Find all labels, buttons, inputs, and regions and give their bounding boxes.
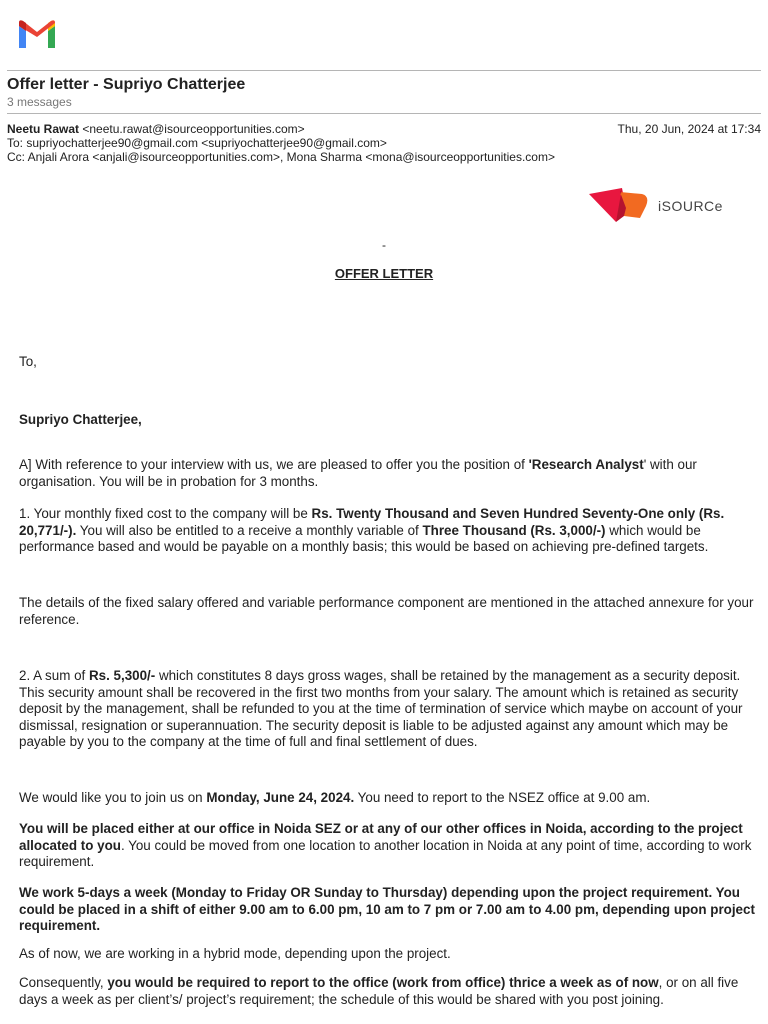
paragraph-1 <box>19 506 755 556</box>
paragraph-joining <box>19 790 755 807</box>
security-deposit-amount: Rs. 5,300/- <box>88 668 156 683</box>
cons-bold: you would be required to report to the office (work from office) thrice a week as of now <box>107 975 659 990</box>
paragraph-hybrid: As of now, we are working in a hybrid mode, depending upon the project. <box>19 946 451 961</box>
from-line <box>7 122 305 136</box>
letter-title: OFFER LETTER <box>334 266 434 281</box>
recipient-name <box>19 412 755 429</box>
letter-dash: - <box>382 238 386 252</box>
position-title: 'Research Analyst <box>528 457 644 472</box>
para-1-text: 1. Your monthly fixed cost to the company will be <box>19 506 312 521</box>
para-a-text-2: ' with our organisation. You will be in probation for 3 months. <box>19 457 697 489</box>
paragraph-a <box>19 457 755 490</box>
top-divider <box>7 70 761 71</box>
joining-date: Monday, June 24, 2024. <box>206 790 355 805</box>
para-2-text-2: which constitutes 8 days gross wages, shall be retained by the management as a security deposit. This security amount shall be recovered in the first two months from your salary. The amount which is retained as security deposit by the management, shall be refunded to you at the time of termination of service which maybe on account of your dismissal, resignation or superannuation. The security deposit is liable to be adjusted against any amount which may be payable by you to the company at the time of full and final settlement of dues. <box>19 668 743 749</box>
work-week-bold: We work 5-days a week (Monday to Friday OR Sunday to Thursday) depending upon the project requirement. You could be placed in a shift of either 9.00 am to 6.00 pm, 10 am to 7 pm or 7.00 am to 4.00 pm, depending upon project requirement. <box>19 885 755 933</box>
paragraph-details: The details of the fixed salary offered and variable performance component are mentioned in the attached annexure for your reference. <box>19 595 754 627</box>
para-a-text: A] With reference to your interview with us, we are pleased to offer you the position of <box>19 457 529 472</box>
email-date: Thu, 20 Jun, 2024 at 17:34 <box>617 122 761 136</box>
cc-line: Cc: Anjali Arora <anjali@isourceopportunities.com>, Mona Sharma <mona@isourceopportunities.com> <box>7 150 555 164</box>
salutation-to: To, <box>19 354 37 369</box>
placement-bold: You will be placed either at our office in Noida SEZ or at any of our other offices in Noida, according to the project allocated to you <box>19 821 743 853</box>
paragraph-work-week <box>19 885 755 935</box>
para-1-text-2: You will also be entitled to a receive a monthly variable of <box>76 522 423 538</box>
paragraph-2 <box>19 668 755 751</box>
isource-logo <box>588 186 738 226</box>
to-line: To: supriyochatterjee90@gmail.com <supriyochatterjee90@gmail.com> <box>7 136 387 150</box>
sender-email: <neetu.rawat@isourceopportunities.com> <box>82 122 305 136</box>
join-text: We would like you to join us on <box>19 790 207 805</box>
fixed-salary: Rs. Twenty Thousand and Seven Hundred Seventy-One only (Rs. 20,771/-). <box>19 506 725 538</box>
para-2-text: 2. A sum of <box>19 668 89 683</box>
gmail-logo-icon <box>16 18 58 50</box>
cons-text: Consequently, <box>19 975 108 990</box>
recipient-name-text: Supriyo Chatterjee, <box>19 412 142 427</box>
subject-divider <box>7 113 761 114</box>
variable-pay: Three Thousand (Rs. 3,000/-) <box>422 522 606 538</box>
para-1-text-3: which would be performance based and would be payable on a monthly basis; this would be based on achieving pre-defined targets. <box>19 522 709 554</box>
email-subject: Offer letter - Supriyo Chatterjee <box>7 76 246 93</box>
isource-mark-icon <box>588 186 650 226</box>
join-text-2: You need to report to the NSEZ office at 9.00 am. <box>354 790 651 805</box>
sender-name: Neetu Rawat <box>7 122 80 136</box>
cons-text-2: , or on all five days a week as per client’s/ project’s requirement; the schedule of this would be shared with you post joining. <box>19 975 739 1007</box>
paragraph-consequently <box>19 975 755 1008</box>
paragraph-placement <box>19 821 755 871</box>
placement-text: . You could be moved from one location to another location in Noida at any point of time, according to work requirement. <box>19 837 752 869</box>
isource-brand-name: iSOURCe <box>658 198 723 214</box>
message-count: 3 messages <box>7 95 72 109</box>
